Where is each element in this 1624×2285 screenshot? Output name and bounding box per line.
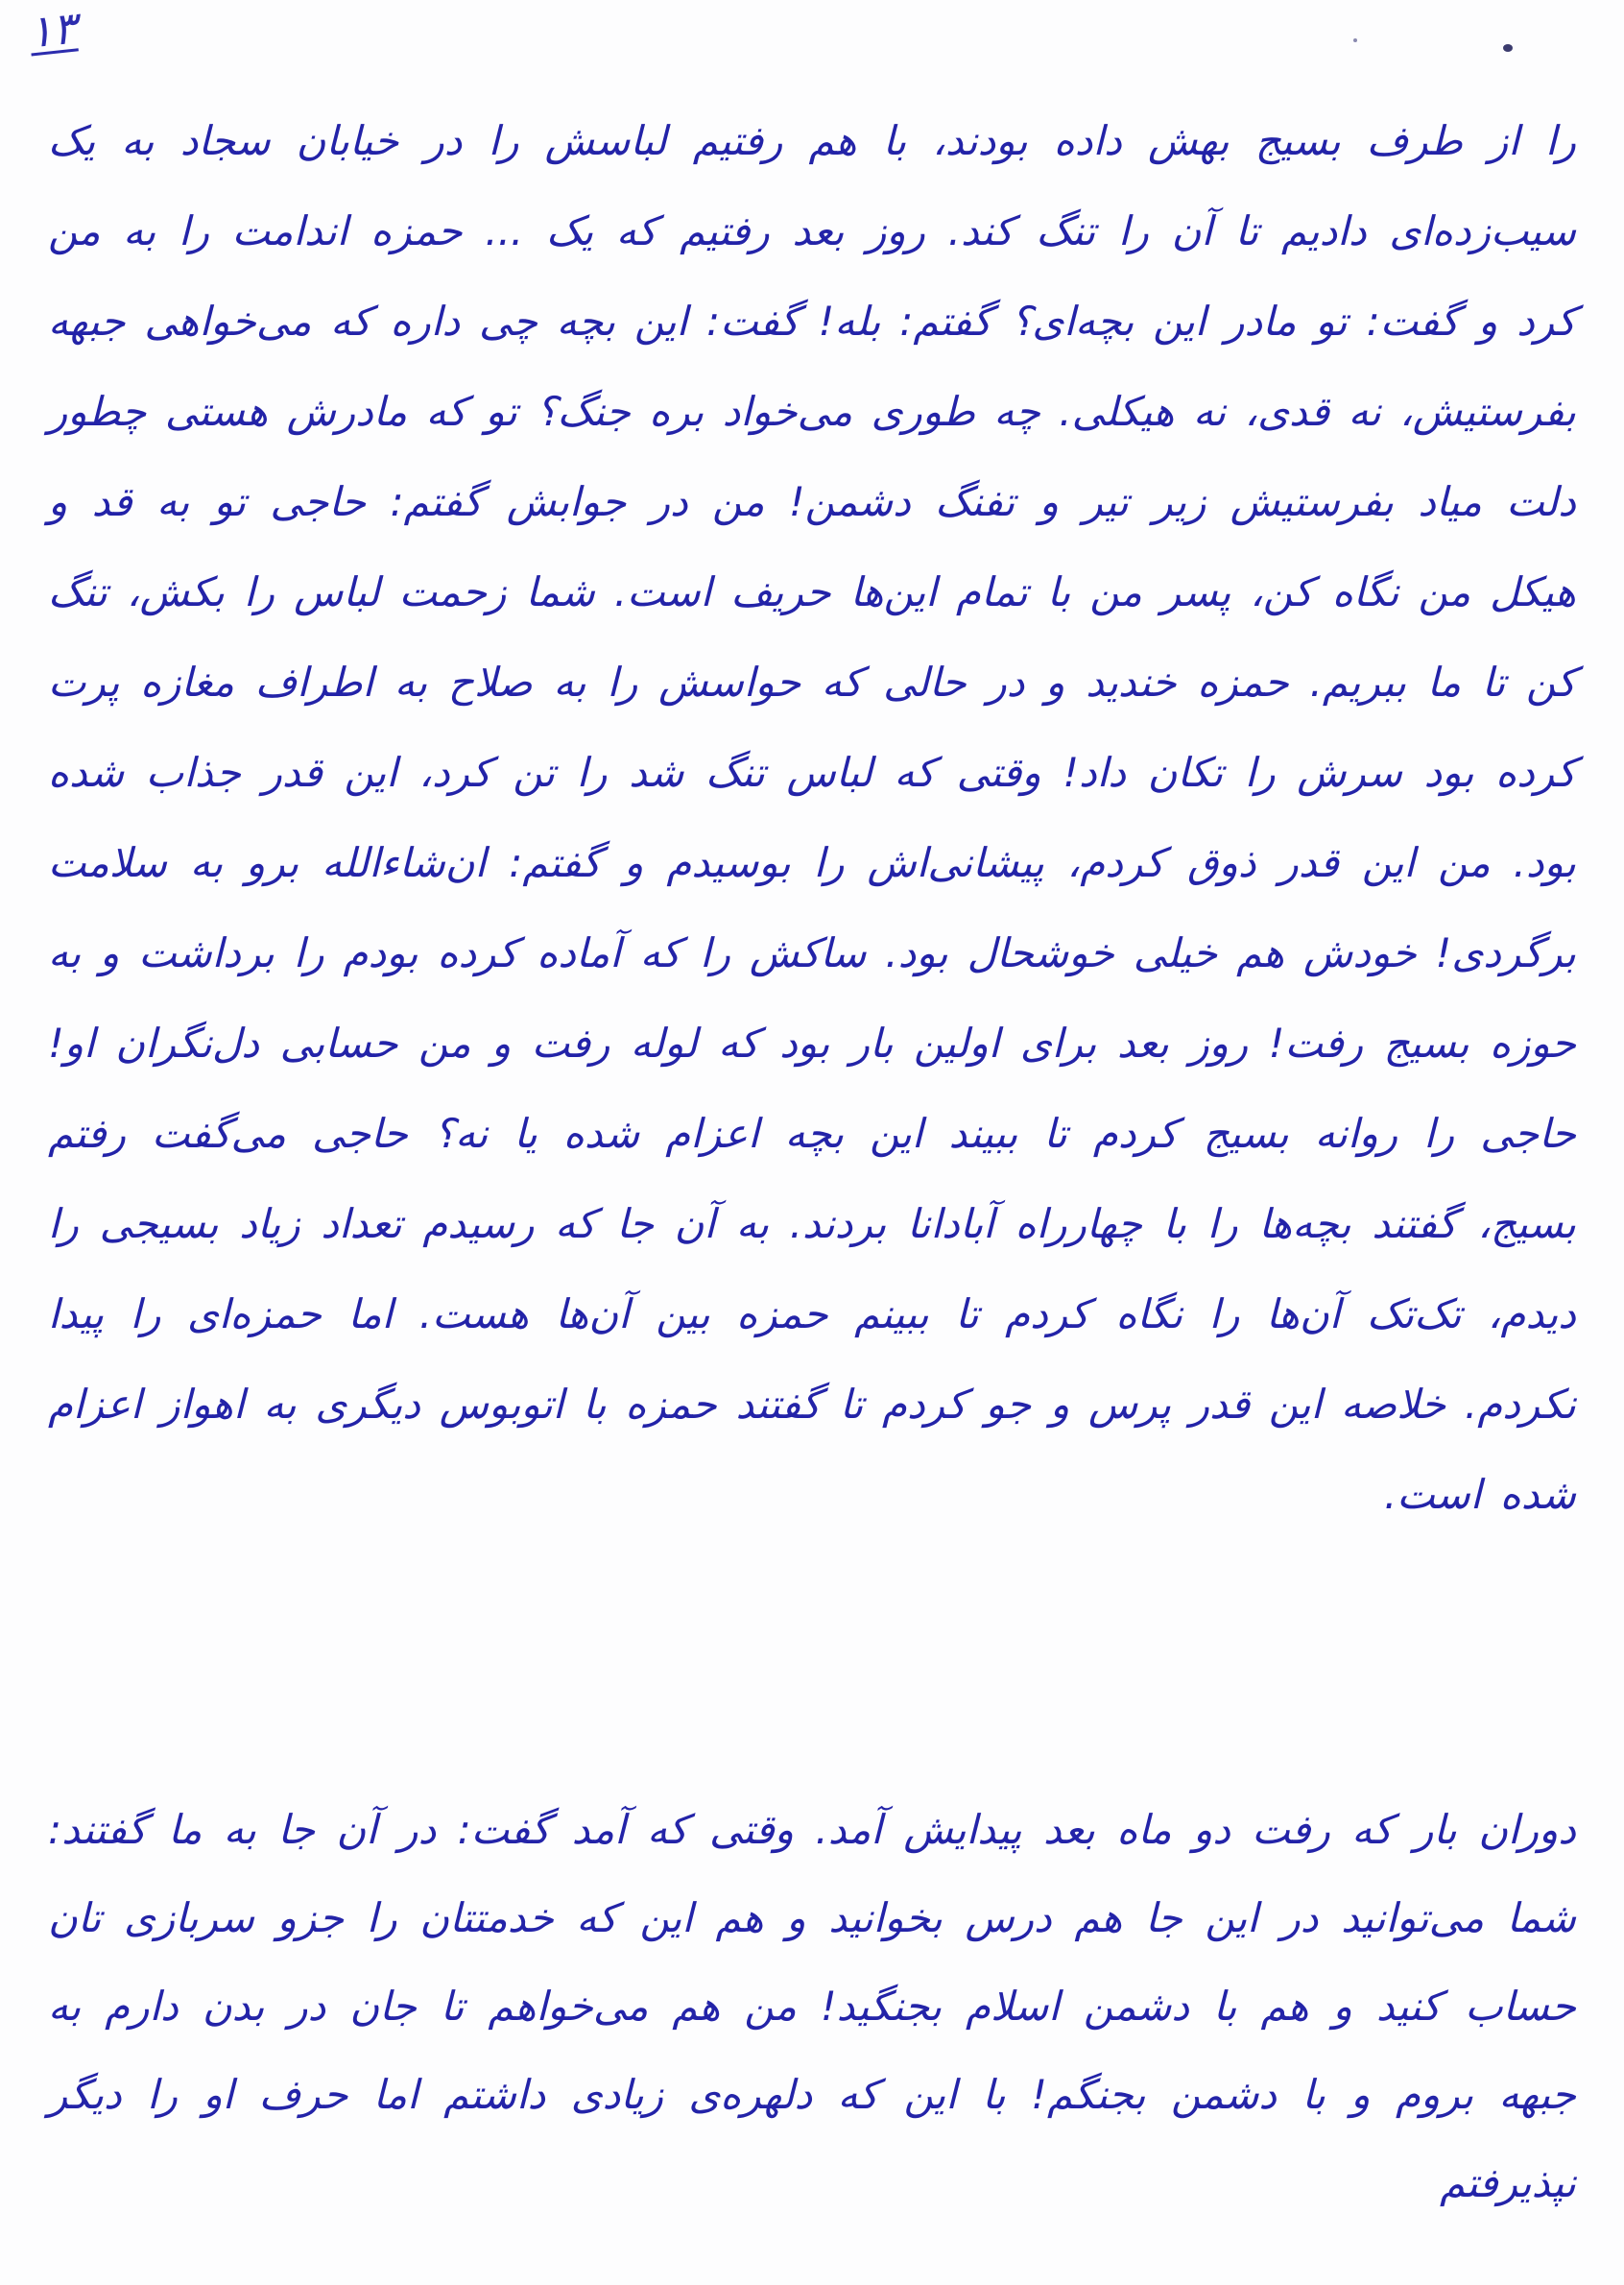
ink-speck xyxy=(1353,38,1357,42)
paragraph-1 xyxy=(48,96,1576,1738)
ink-speck xyxy=(1503,44,1513,52)
paragraph-2-text: دوران بار که رفت دو ماه بعد پیدایش آمد. وقتی که آمد گفت: در آن جا به ما گفتند: شما می‌توانید در این جا هم درس بخوانید و هم این که خدمتتان را جزو سربازی تان حساب کنید و هم با دشمن اسلام بجنگید! من هم می‌خواهم تا جان در بدن دارم به جبهه بروم و با دشمن بجنگم! با این که دلهره‌ی زیادی داشتم اما حرف او را دیگر نپذیرفتم xyxy=(48,1806,1576,2206)
paragraph-1-text: را از طرف بسیج بهش داده بودند، با هم رفتیم لباسش را در خیابان سجاد به یک سیب‌زده‌ای دادیم تا آن را تنگ کند. روز بعد رفتیم که یک ... حمزه اندامت را به من کرد و گفت: تو مادر این بچه‌ای؟ گفتم: بله! گفت: این بچه چی داره که می‌خواهی جبهه بفرستیش، نه قدی، نه هیکلی. چه طوری می‌خواد بره جنگ؟ تو که مادرش هستی چطور دلت میاد بفرستیش زیر تیر و تفنگ دشمن! من در جوابش گفتم: حاجی تو به قد و هیکل من نگاه کن، پسر من با تمام این‌ها حریف است. شما زحمت لباس را بکش، تنگ کن تا ما ببریم. حمزه خندید و در حالی که حواسش را به صلاح به اطراف مغازه پرت کرده بود سرش را تکان داد! وقتی که لباس تنگ شد را تن کرد، این قدر جذاب شده بود. من این قدر ذوق کردم، پیشانی‌اش را بوسیدم و گفتم: ان‌شاءالله برو به سلامت برگردی! خودش هم خیلی خوشحال بود. ساکش را که آماده کرده بودم را برداشت و به حوزه بسیج رفت! روز بعد برای اولین بار بود که لوله رفت و من حسابی دل‌نگران او! حاجی را روانه بسیج کردم تا ببیند این بچه اعزام شده یا نه؟ حاجی می‌گفت رفتم بسیج، گفتند بچه‌ها را با چهارراه آبادانا بردند. به آن جا که رسیدم تعداد زیاد بسیجی را دیدم، تک‌تک آن‌ها را نگاه کردم تا ببینم حمزه بین آن‌ها هست. اما حمزه‌ای را پیدا نکردم. خلاصه این قدر پرس و جو کردم تا گفتند حمزه با اتوبوس دیگری به اهواز اعزام شده است. xyxy=(48,117,1576,1518)
page-number: ۱۳ xyxy=(26,1,80,59)
paragraph-2 xyxy=(48,1786,1576,2237)
